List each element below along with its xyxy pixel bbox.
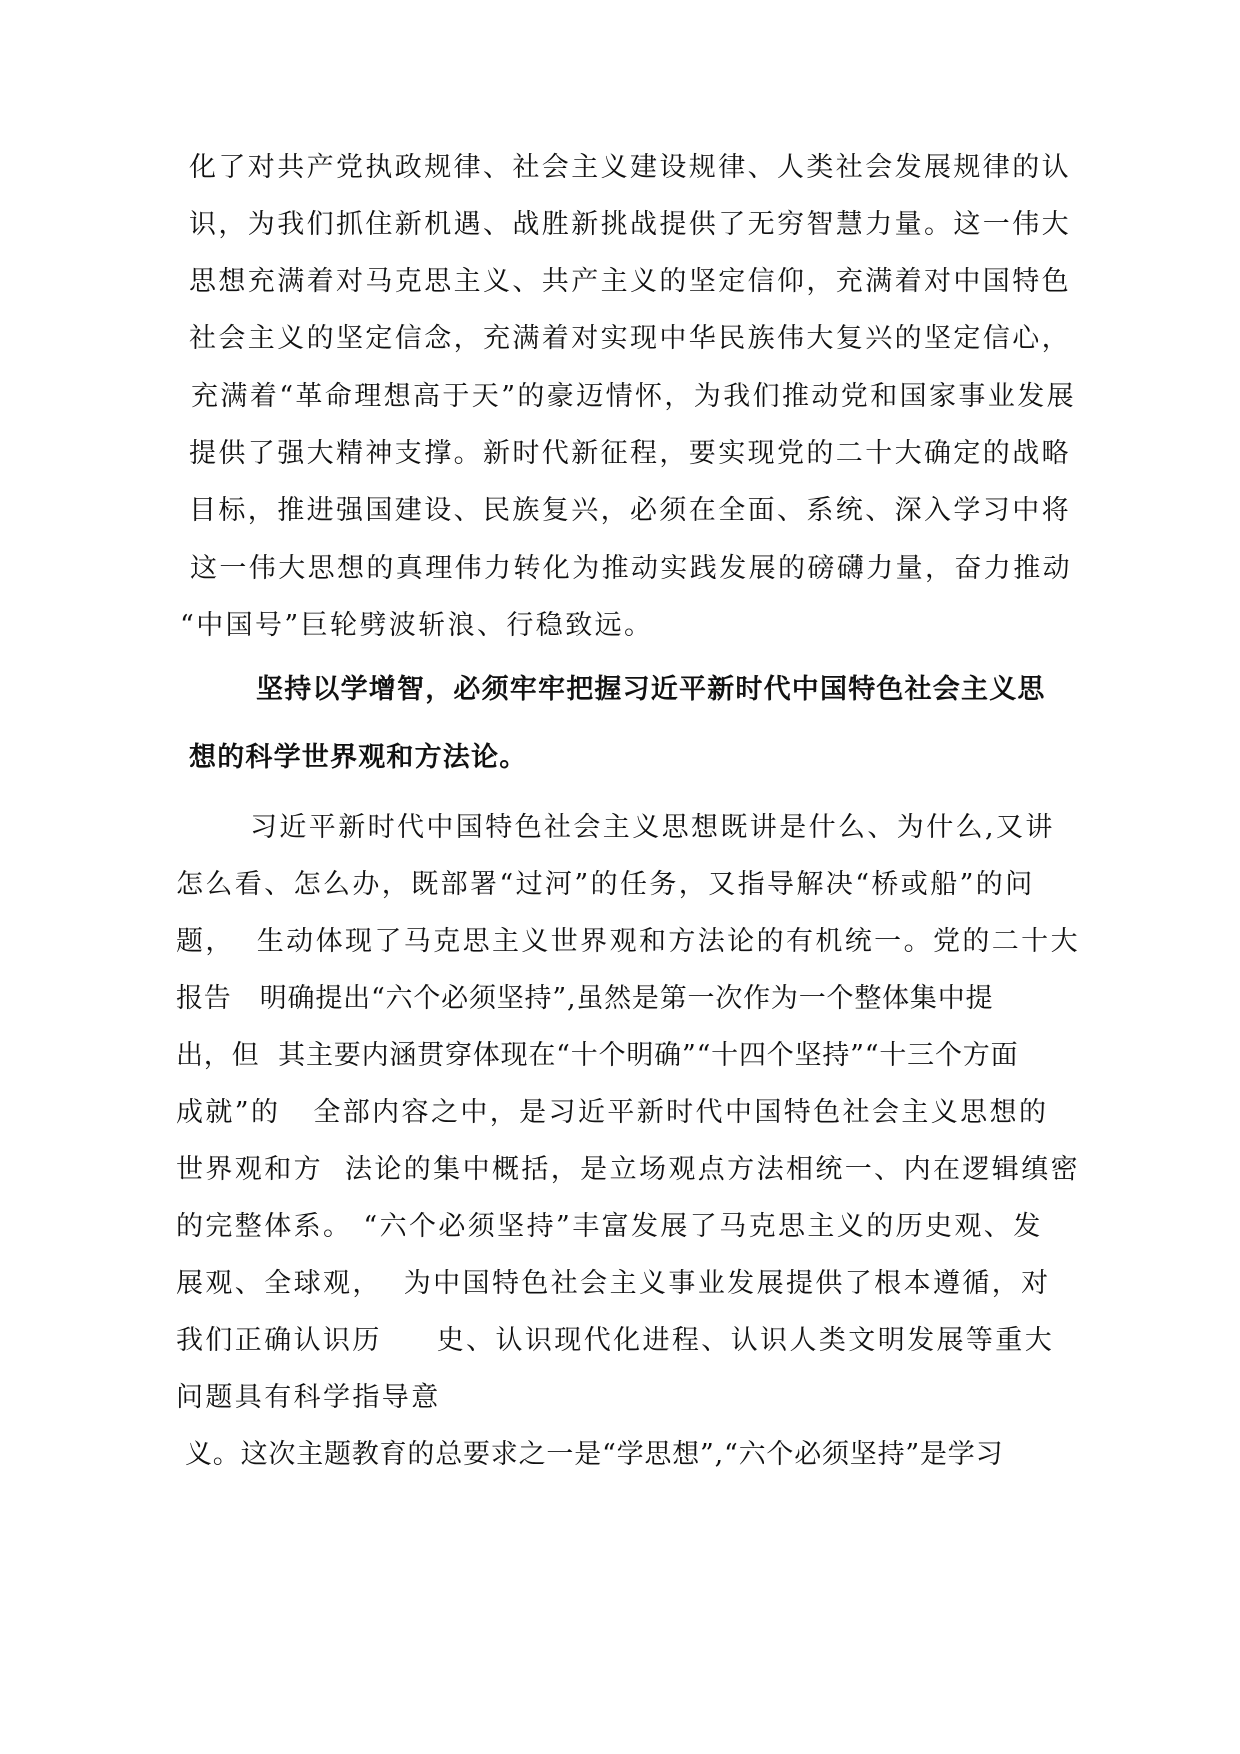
para2-line-2: 怎么看、怎么办，既部署“过河”的任务，又指导解决“桥或船”的问 [176,869,1035,900]
para1-line-2: 识，为我们抓住新机遇、战胜新挑战提供了无穷智慧力量。这一伟大 [189,209,1071,240]
para2-line-11: 问题具有科学指导意 [176,1382,441,1413]
para2-line-8: 的完整体系。 “六个必须坚持”丰富发展了马克思主义的历史观、发 [176,1211,1043,1242]
para1-line-5: 充满着“革命理想高于天”的豪迈情怀，为我们推动党和国家事业发展 [191,381,1077,412]
para1-line-1: 化了对共产党执政规律、社会主义建设规律、人类社会发展规律的认 [189,152,1071,183]
para2-line-7: 世界观和方 法论的集中概括，是立场观点方法相统一、内在逻辑缜密 [176,1154,1080,1185]
para1-line-8: 这一伟大思想的真理伟力转化为推动实践发展的磅礴力量，奋力推动 [190,553,1072,584]
para2-line-3: 题， 生动体现了马克思主义世界观和方法论的有机统一。党的二十大 [176,926,1080,957]
section-heading-line-2: 想的科学世界观和方法论。 [189,742,528,773]
para2-line-12: 义。这次主题教育的总要求之一是“学思想”,“六个必须坚持”是学习 [185,1439,1004,1470]
para2-line-6: 成就”的 全部内容之中，是习近平新时代中国特色社会主义思想的 [176,1097,1049,1128]
para2-line-5: 出，但 其主要内涵贯穿体现在“十个明确”“十四个坚持”“十三个方面 [176,1040,1019,1071]
para1-line-3: 思想充满着对马克思主义、共产主义的坚定信仰，充满着对中国特色 [189,266,1071,297]
para2-line-4: 报告 明确提出“六个必须坚持”,虽然是第一次作为一个整体集中提 [176,983,994,1014]
para2-line-10: 我们正确认识历 史、认识现代化进程、认识人类文明发展等重大 [176,1325,1055,1356]
para1-line-9: “中国号”巨轮劈波斩浪、行稳致远。 [180,610,654,641]
para2-line-9: 展观、全球观， 为中国特色社会主义事业发展提供了根本遵循，对 [176,1268,1051,1299]
para1-line-7: 目标，推进强国建设、民族复兴，必须在全面、系统、深入学习中将 [189,495,1071,526]
para2-line-1: 习近平新时代中国特色社会主义思想既讲是什么、为什么,又讲 [250,812,1055,843]
section-heading-line-1: 坚持以学增智，必须牢牢把握习近平新时代中国特色社会主义思 [256,674,1046,705]
para1-line-6: 提供了强大精神支撑。新时代新征程，要实现党的二十大确定的战略 [189,438,1071,469]
para1-line-4: 社会主义的坚定信念，充满着对实现中华民族伟大复兴的坚定信心， [189,323,1071,354]
